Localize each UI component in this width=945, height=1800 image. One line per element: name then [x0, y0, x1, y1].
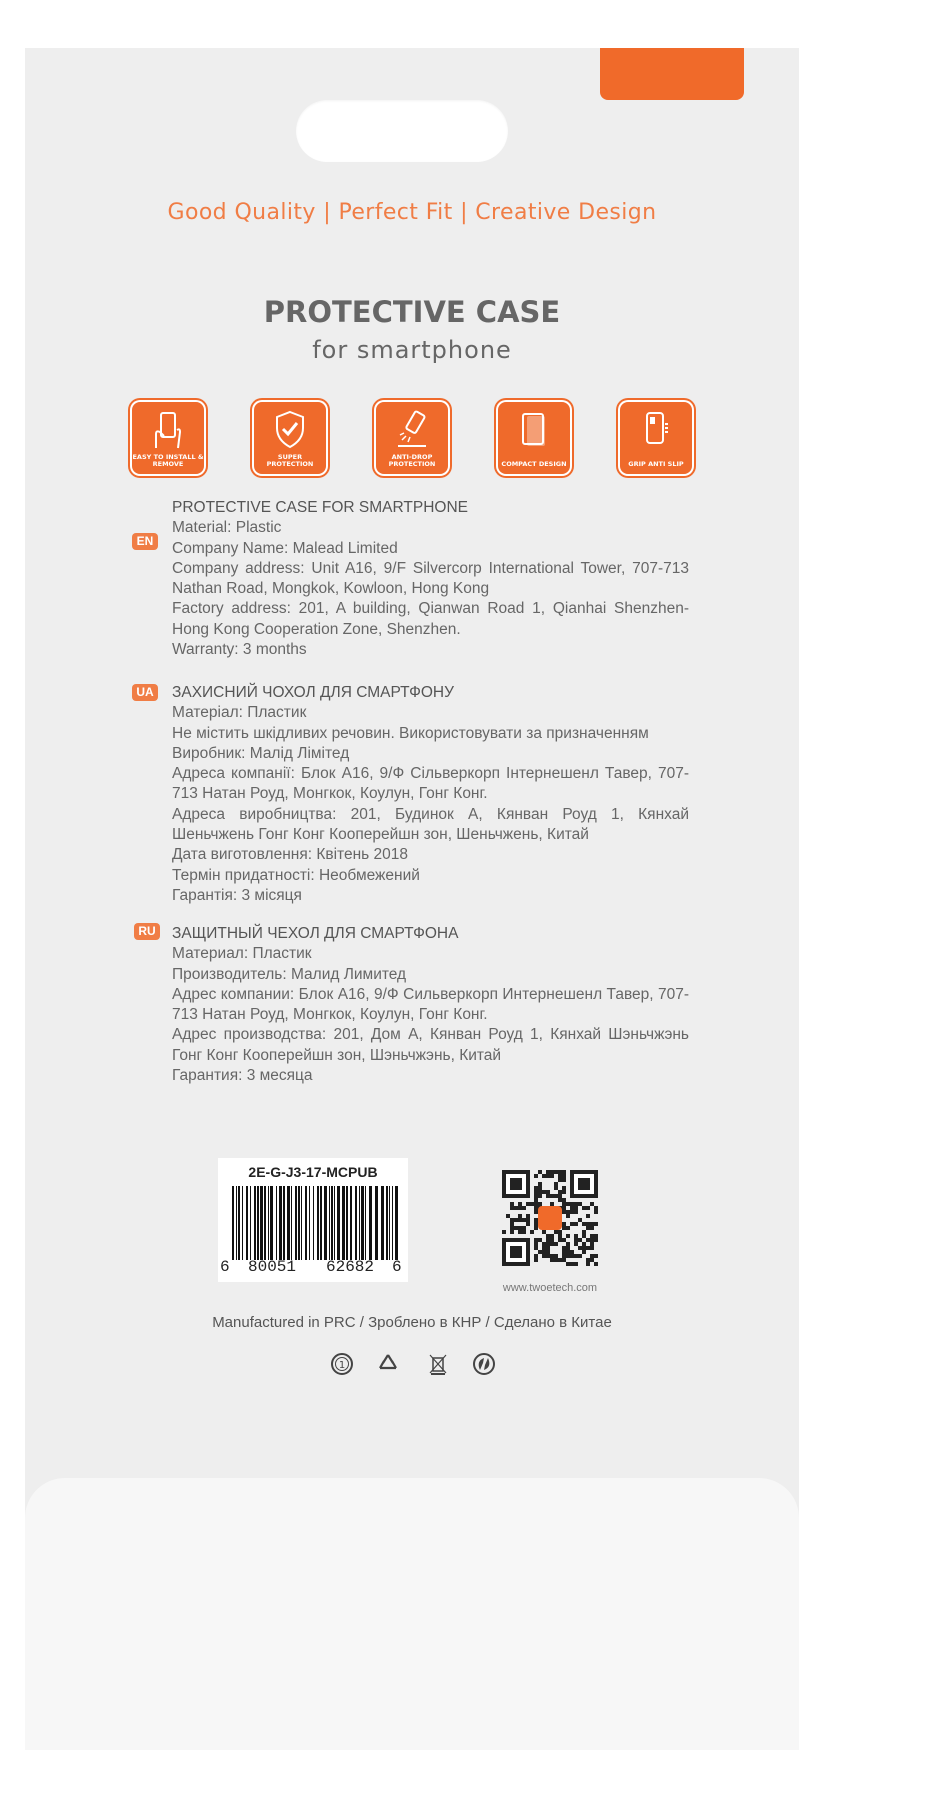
- feature-label: GRIP ANTI SLIP: [628, 460, 684, 468]
- feature-label: ANTI-DROP PROTECTION: [388, 453, 436, 468]
- barcode-bars: [232, 1186, 400, 1260]
- section-line: Factory address: 201, A building, Qianwan Road 1, Qianhai Shenzhen-Hong Kong Cooperation Zone, Shenzhen.: [172, 600, 689, 638]
- section-en: [172, 498, 689, 660]
- section-ua: [172, 683, 689, 906]
- feature-grip: [620, 402, 692, 474]
- product-title: PROTECTIVE CASE: [263, 295, 561, 329]
- section-line: Material: Plastic: [172, 519, 282, 537]
- green-dot-icon: [472, 1352, 496, 1376]
- crossed-bin-icon: [426, 1352, 450, 1376]
- qr-code: [502, 1170, 598, 1266]
- slim-case-icon: [518, 410, 550, 450]
- section-line: Гарантія: 3 місяця: [172, 886, 302, 904]
- digits-right: 62682: [326, 1258, 375, 1276]
- feature-label: EASY TO INSTALL & REMOVE: [132, 453, 204, 468]
- section-line: Не містить шкідливих речовин. Використовувати за призначенням: [172, 724, 649, 742]
- section-line: Адрес компании: Блок А16, 9/Ф Сильверкорп Интернешенл Тавер, 707-713 Натан Роуд, Монгкок, Коулун, Гонг Конг.: [172, 985, 689, 1024]
- section-ru: [172, 924, 689, 1086]
- product-subtitle: for smartphone: [312, 336, 512, 364]
- svg-text:1: 1: [338, 1360, 346, 1371]
- grip-icon: [640, 410, 672, 450]
- recycle-icon: [376, 1352, 400, 1376]
- section-line: Дата виготовлення: Квітень 2018: [172, 846, 409, 864]
- section-line: Warranty: 3 months: [172, 641, 307, 659]
- barcode-label: [218, 1158, 408, 1282]
- hand-phone-icon: [152, 410, 184, 450]
- section-heading: ЗАХИСНИЙ ЧОХОЛ ДЛЯ СМАРТФОНУ: [172, 684, 454, 701]
- section-line: Адреса компанії: Блок А16, 9/Ф Сільверкорп Інтернешенл Тавер, 707-713 Натан Роуд, Монгкок, Коулун, Гонг Конг.: [172, 765, 689, 803]
- section-line: Материал: Пластик: [172, 945, 312, 963]
- section-line: Адрес производства: 201, Дом А, Кянван Роуд 1, Кянхай Шэньчжэнь Гонг Конг Кооперейшн зон, Шэньчжэнь, Китай: [172, 1026, 689, 1064]
- feature-anti-drop: [376, 402, 448, 474]
- section-line: Гарантия: 3 месяца: [172, 1067, 313, 1085]
- orange-tab: [600, 48, 744, 100]
- section-heading: ЗАЩИТНЫЙ ЧЕХОЛ ДЛЯ СМАРТФОНА: [172, 925, 459, 942]
- one-use-icon: [330, 1352, 354, 1376]
- digits-left: 80051: [248, 1258, 297, 1276]
- section-line: Company Name: Malead Limited: [172, 539, 398, 557]
- badge-ru: RU: [134, 923, 160, 940]
- feature-easy-install: [132, 402, 204, 474]
- made-in-text: Manufactured in PRC / Зроблено в КНР / Сделано в Китае: [212, 1314, 612, 1331]
- feature-label: COMPACT DESIGN: [501, 460, 567, 468]
- digit-first: 6: [220, 1258, 230, 1276]
- section-heading: PROTECTIVE CASE FOR SMARTPHONE: [172, 499, 468, 516]
- section-line: Термін придатності: Необмежений: [172, 866, 420, 884]
- drop-phone-icon: [396, 410, 428, 450]
- website-url: www.twoetech.com: [502, 1282, 598, 1294]
- section-line: Company address: Unit A16, 9/F Silvercorp International Tower, 707-713 Nathan Road, Mongkok, Kowloon, Hong Kong: [172, 559, 689, 598]
- section-line: Матеріал: Пластик: [172, 704, 307, 722]
- feature-label: SUPER PROTECTION: [266, 453, 314, 468]
- section-line: Адреса виробництва: 201, Будинок А, Кянван Роуд 1, Кянхай Шеньчжень Гонг Конг Кооперейшн зон, Шеньчжень, Китай: [172, 805, 689, 844]
- bottom-panel: [25, 1478, 799, 1750]
- hang-hole: [296, 100, 508, 162]
- sku-code: 2E-G-J3-17-MCPUB: [248, 1164, 378, 1180]
- digit-last: 6: [392, 1258, 402, 1276]
- shield-check-icon: [274, 410, 306, 450]
- tagline: Good Quality | Perfect Fit | Creative Design: [167, 200, 657, 225]
- feature-super-protection: [254, 402, 326, 474]
- section-line: Виробник: Малід Лімітед: [172, 744, 350, 762]
- recycling-symbols: [330, 1352, 500, 1380]
- badge-ua: UA: [132, 684, 158, 701]
- section-line: Производитель: Малид Лимитед: [172, 965, 407, 983]
- feature-compact: [498, 402, 570, 474]
- badge-en: EN: [132, 533, 158, 550]
